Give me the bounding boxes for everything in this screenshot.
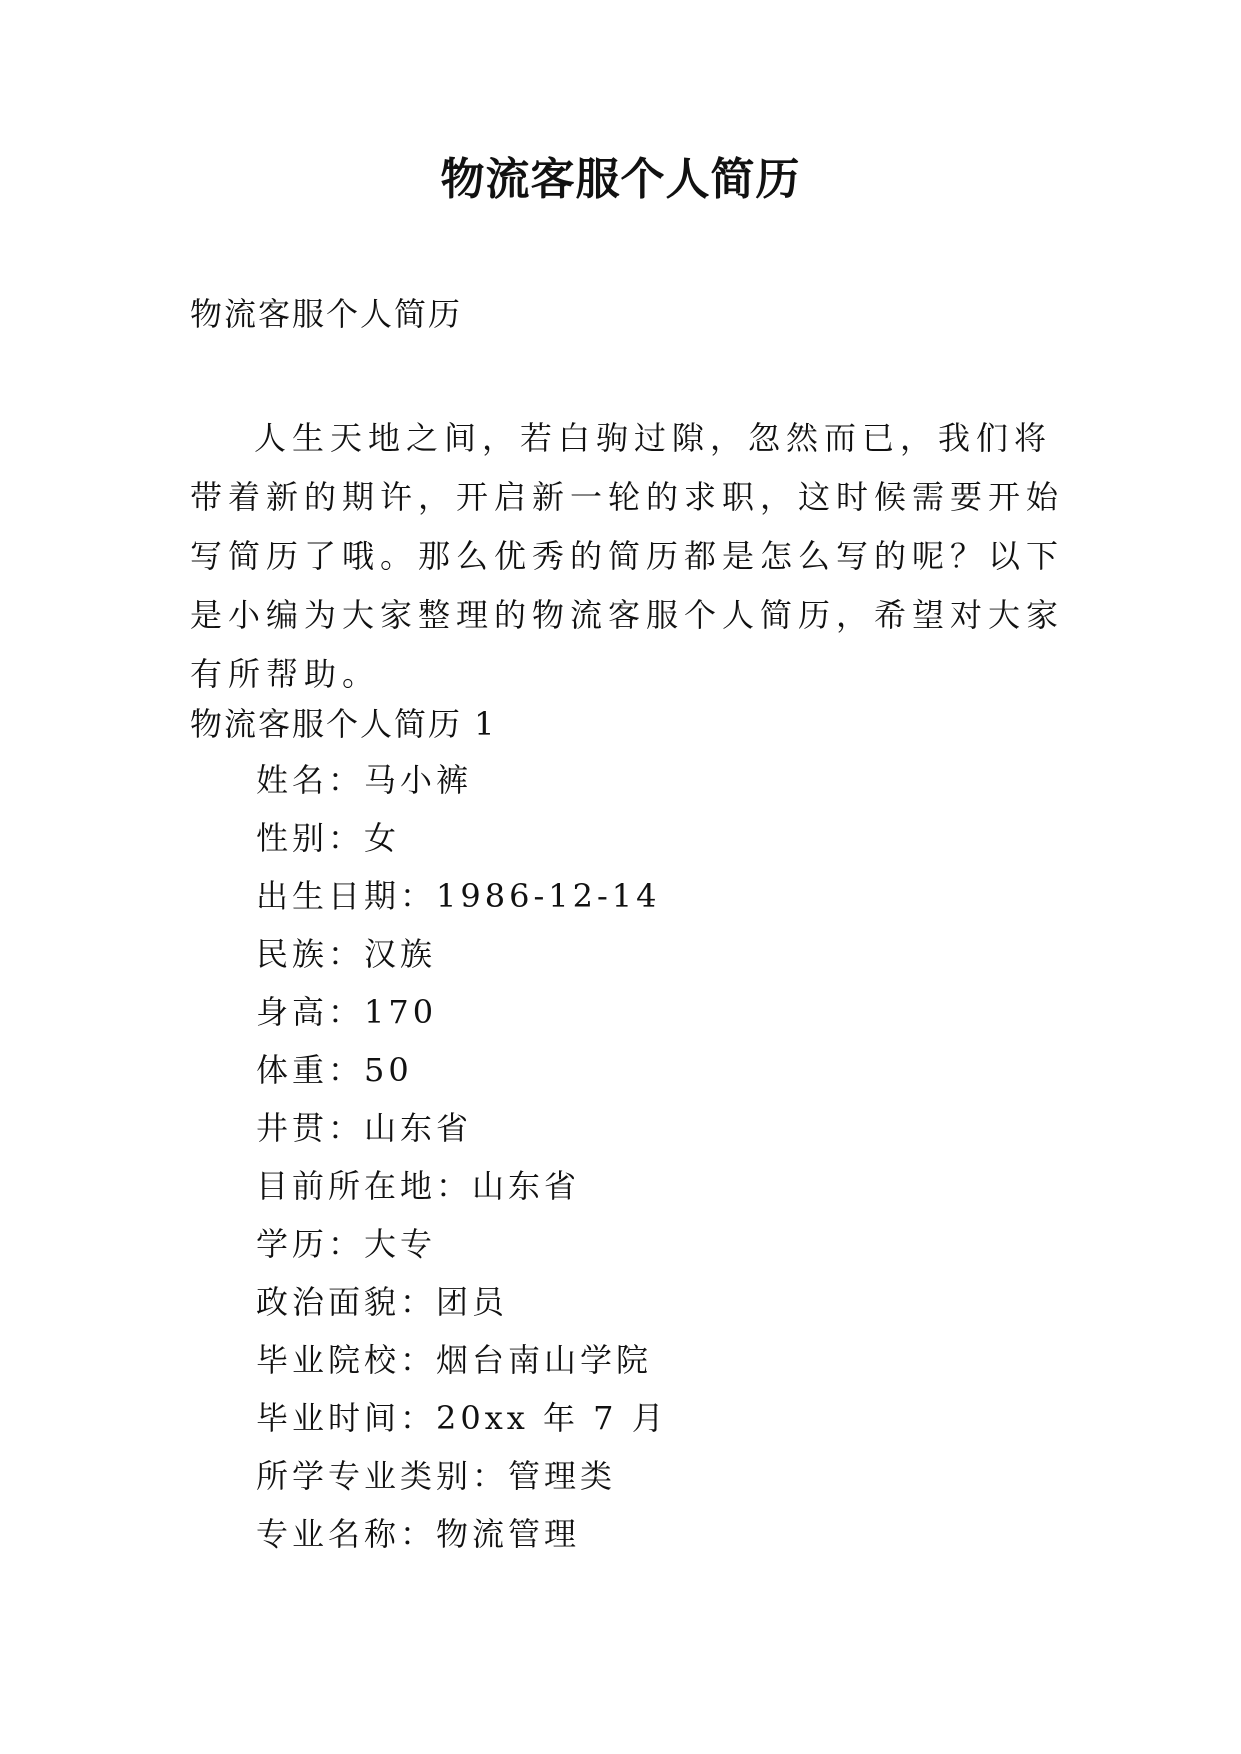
info-row-name: 姓名：马小裤 [256,761,473,799]
document-subtitle: 物流客服个人简历 [190,295,463,333]
info-row-weight: 体重：50 [256,1051,413,1089]
personal-info-list [256,758,668,1570]
info-row-school: 毕业院校：烟台南山学院 [256,1341,653,1379]
info-row-major-name: 专业名称：物流管理 [256,1515,581,1553]
info-row-political-status: 政治面貌：团员 [256,1283,509,1321]
info-row-ethnicity: 民族：汉族 [256,935,437,973]
info-row-birthdate: 出生日期：1986-12-14 [256,877,661,915]
info-row-gender: 性别：女 [256,819,401,857]
page-title: 物流客服个人简历 [440,154,801,205]
info-row-current-location: 目前所在地：山东省 [256,1167,581,1205]
info-row-native-place: 井贯：山东省 [256,1109,473,1147]
info-row-height: 身高：170 [256,993,438,1031]
info-row-education: 学历：大专 [256,1225,437,1263]
info-row-major-category: 所学专业类别：管理类 [256,1457,617,1495]
intro-paragraph: 人生天地之间，若白驹过隙，忽然而已，我们将带着新的期许，开启新一轮的求职，这时候需要开始写简历了哦。那么优秀的简历都是怎么写的呢？以下是小编为大家整理的物流客服个人简历，希望对大家有所帮助。 [190,419,1065,693]
section-heading: 物流客服个人简历 1 [190,705,497,743]
info-row-graduation-date: 毕业时间：20xx 年 7 月 [256,1399,668,1437]
